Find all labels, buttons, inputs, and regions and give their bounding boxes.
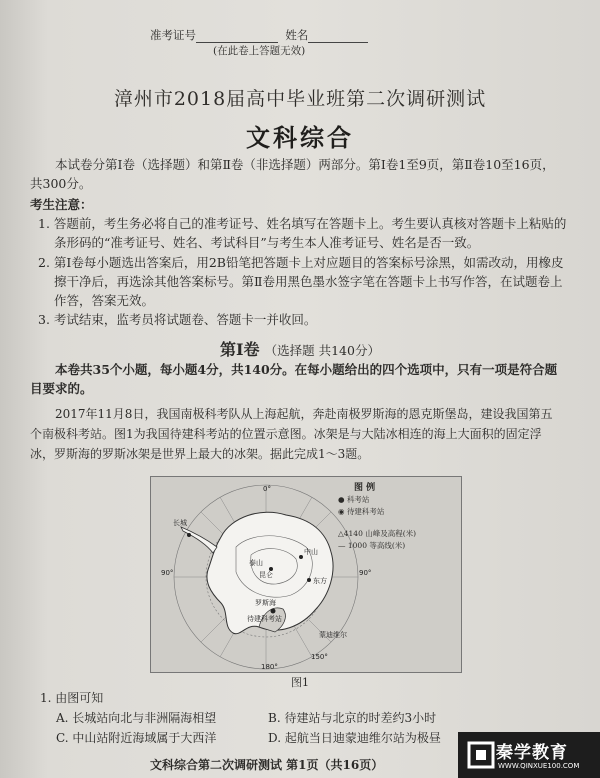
watermark-logo-icon <box>466 740 496 770</box>
legend-item-planned: ◉ 待建科考站 <box>338 507 385 516</box>
label-kunlun: 昆仑 <box>259 571 273 579</box>
section-subtitle: （选择题 共140分） <box>264 343 380 358</box>
label-150: 150° <box>311 653 328 661</box>
notice-item-1: 1. 答题前，考生务必将自己的准考证号、姓名填写在答题卡上。考生要认真核对答题卡上粘贴的条形码的“准考证号、姓名、考试科目”与考生本人准考证号、姓名是否一致。 <box>38 216 567 250</box>
label-90e: 90° <box>359 569 372 577</box>
legend-item-peak: △4140 山峰及高程(米) <box>338 529 417 538</box>
label-zhongshan: 中山 <box>304 548 318 556</box>
section-instruction: 本卷共35个小题，每小题4分，共140分。在每小题给出的四个选项中，只有一项是符合题目要求的。 <box>30 362 558 396</box>
label-taishan: 泰山 <box>249 559 263 567</box>
header-line <box>150 27 368 43</box>
section-header <box>0 337 600 360</box>
option-d: D. 起航当日迪蒙迪维尔站为极昼 <box>268 731 441 745</box>
label-180: 180° <box>261 663 278 671</box>
label-ross-sea: 罗斯海 <box>255 599 276 607</box>
label-planned-station: 待建科考站 <box>247 615 282 623</box>
peninsula <box>181 527 217 553</box>
notice-heading: 考生注意： <box>30 197 93 212</box>
id-label: 准考证号 <box>150 28 196 42</box>
map-legend <box>338 482 458 552</box>
section-title: 第Ⅰ卷 <box>220 340 260 359</box>
figure-caption: 图1 <box>291 676 309 689</box>
label-90w: 90° <box>161 569 174 577</box>
question-stem: 1. 由图可知 <box>40 691 104 705</box>
notice-item-3: 3. 考试结束，监考员将试题卷、答题卡一并收回。 <box>38 312 317 327</box>
label-0: 0° <box>263 485 271 493</box>
label-dongfang: 东方 <box>313 577 327 585</box>
legend-title: 图 例 <box>354 483 376 493</box>
option-c: C. 中山站附近海域属于大西洋 <box>56 731 217 745</box>
passage-text: 2017年11月8日，我国南极科考队从上海起航，奔赴南极罗斯海的恩克斯堡岛，建设我国第五个南极科考站。图1为我国待建科考站的位置示意图。冰架是与大陆冰相连的海上大面积的固定浮冰，罗斯海的罗斯冰架是世界上最大的冰架。据此完成1～3题。 <box>30 407 553 461</box>
header-note: (在此卷上答题无效) <box>213 45 306 57</box>
legend-item-station: ● 科考站 <box>338 495 370 504</box>
name-label: 姓名 <box>285 28 309 42</box>
notice-item-2: 2. 第Ⅰ卷每小题选出答案后，用2B铅笔把答题卡上对应题目的答案标号涂黑，如需改动，用橡皮擦干净后，再选涂其他答案标号。第Ⅱ卷用黑色墨水签字笔在答题卡上书写作答，在试题卷上作答，答案无效。 <box>38 255 564 308</box>
option-a: A. 长城站向北与非洲隔海相望 <box>56 711 217 725</box>
subject-title: 文科综合 <box>246 123 354 152</box>
intro-text: 本试卷分第Ⅰ卷（选择题）和第Ⅱ卷（非选择题）两部分。第Ⅰ卷1至9页，第Ⅱ卷10至16页，共300分。 <box>30 157 555 191</box>
id-blank <box>196 30 278 43</box>
name-blank <box>308 30 368 43</box>
label-changcheng: 长城 <box>173 519 187 527</box>
legend-item-contour: — 1000 等高线(米) <box>338 541 406 550</box>
watermark-url: WWW.QINXUE100.COM <box>498 762 580 770</box>
exam-title: 漳州市2018届高中毕业班第二次调研测试 <box>113 88 487 110</box>
page-footer: 文科综合第二次调研测试 第1页（共16页） <box>150 758 384 772</box>
label-dumont: 蒙迪维尔 <box>319 631 347 639</box>
option-b: B. 待建站与北京的时差约3小时 <box>268 711 437 725</box>
watermark-name: 秦学教育 <box>496 743 568 763</box>
